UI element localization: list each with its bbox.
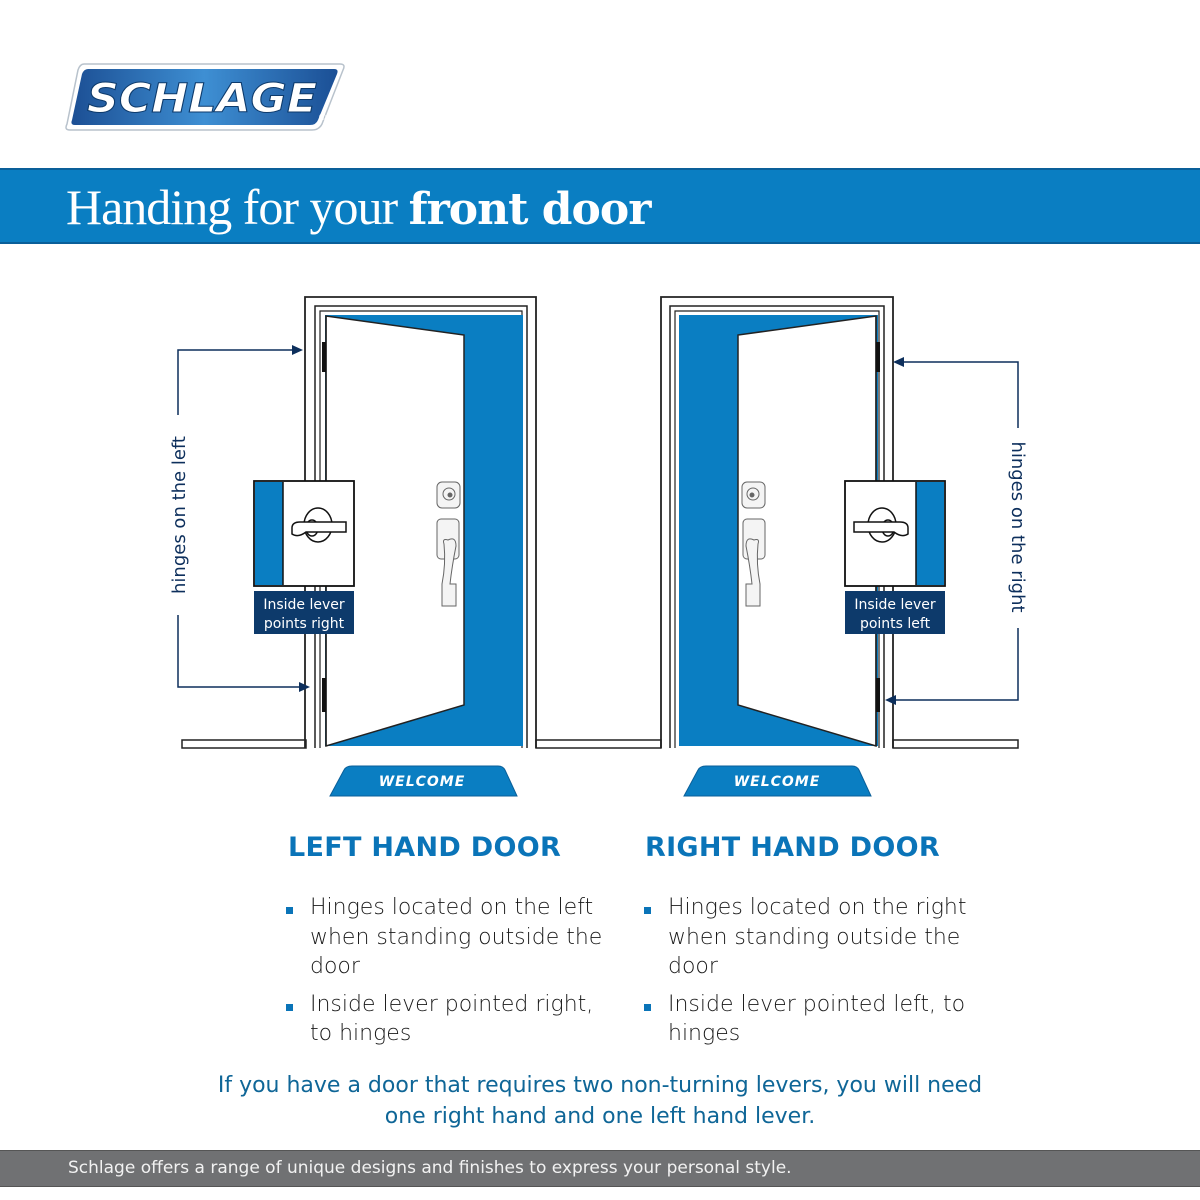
- door-handing-diagram: [0, 260, 1200, 820]
- two-lever-note: If you have a door that requires two non-turning levers, you will need one right hand and one left hand lever.: [217, 1073, 983, 1129]
- hinges-right-label: hinges on the right: [1007, 441, 1028, 613]
- logo-text: SCHLAGE: [87, 76, 317, 122]
- list-item: Inside lever pointed left, to hinges: [644, 990, 1014, 1049]
- lever-caption-line2: points left: [859, 616, 931, 632]
- lever-caption-line2: points right: [263, 616, 345, 632]
- mat-text: WELCOME: [733, 774, 821, 790]
- arrow-icon: [885, 695, 896, 705]
- footer-bar: [0, 1150, 1200, 1187]
- deadbolt-icon: [437, 482, 460, 508]
- right-hand-door-bullets: [644, 893, 1014, 1057]
- title-banner: [0, 168, 1200, 244]
- left-door: [169, 297, 536, 796]
- list-item: Hinges located on the left when standing outside the door: [286, 893, 616, 982]
- welcome-mat-left: [330, 766, 517, 796]
- lever-caption-line1: Inside lever: [263, 597, 345, 613]
- left-hand-door-heading: LEFT HAND DOOR: [288, 832, 562, 863]
- mat-text: WELCOME: [378, 774, 466, 790]
- registered-mark: ®: [318, 113, 327, 123]
- schlage-logo: [64, 62, 346, 132]
- footer-text: Schlage offers a range of unique designs and finishes to express your personal style.: [68, 1158, 792, 1178]
- list-item: Inside lever pointed right, to hinges: [286, 990, 616, 1049]
- lever-inset-left: [254, 481, 354, 634]
- lever-caption-line1: Inside lever: [854, 597, 936, 613]
- right-door: [661, 297, 1028, 796]
- lever-inset-right: [845, 481, 945, 634]
- list-item: Hinges located on the right when standing outside the door: [644, 893, 1014, 982]
- welcome-mat-right: [684, 766, 871, 796]
- deadbolt-icon: [742, 482, 765, 508]
- left-hand-door-bullets: [286, 893, 616, 1057]
- arrow-icon: [893, 357, 904, 367]
- arrow-icon: [292, 345, 303, 355]
- page-title: [66, 180, 650, 237]
- page-title-light: Handing for your: [66, 179, 409, 235]
- page-title-bold: front door: [408, 184, 651, 235]
- hinges-left-label: hinges on the left: [169, 436, 190, 594]
- right-hand-door-heading: RIGHT HAND DOOR: [645, 832, 940, 863]
